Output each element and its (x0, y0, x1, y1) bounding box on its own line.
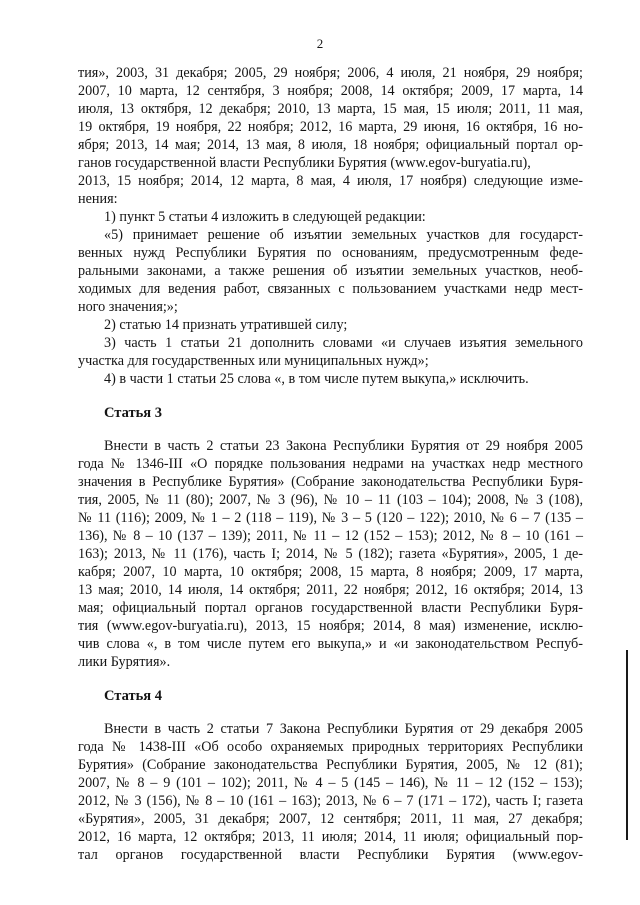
text-line: тал органов государственной власти Республики Бурятия (www.egov- (78, 847, 583, 863)
page-number: 2 (316, 36, 324, 51)
list-item: 3) часть 1 статьи 21 дополнить словами «и случаев изъятия земельного (104, 335, 583, 351)
text-line: 136), № 8 – 10 (137 – 139); 2011, № 11 – 12 (152 – 153); 2012, № 8 – 10 (161 – (78, 528, 583, 544)
text-line: тия, 2005, № 11 (80); 2007, № 3 (96), № 10 – 11 (103 – 104); 2008, № 3 (108), (78, 492, 583, 508)
text-line: ября; 2013, 14 мая; 2014, 13 мая, 8 июля, 18 ноября; официальный портал ор- (78, 137, 583, 153)
list-item: участка для государственных или муниципальных нужд»; (78, 353, 429, 369)
list-item: 1) пункт 5 статьи 4 изложить в следующей редакции: (104, 209, 426, 225)
text-line: года № 1438-III «Об особо охраняемых природных территориях Республики (78, 739, 583, 755)
scan-edge-mark (626, 650, 628, 840)
text-line: кабря; 2007, 10 марта, 10 октября; 2008, 15 марта, 8 ноября; 2009, 17 марта, (78, 564, 583, 580)
text-line: значения в Республике Бурятия» (Собрание законодательства Республики Буря- (78, 474, 583, 490)
text-line: № 11 (116); 2009, № 1 – 2 (118 – 119), № 3 – 5 (120 – 122); 2010, № 6 – 7 (135 – (78, 510, 583, 526)
quote-line: «5) принимает решение об изъятии земельных участков для государст- (104, 227, 583, 243)
quote-line: ного значения;»; (78, 299, 178, 315)
text-line: года № 1346-III «О порядке пользования недрами на участках недр местного (78, 456, 583, 472)
text-line: июля, 13 октября, 12 декабря; 2010, 13 марта, 15 мая, 15 июля; 2011, 11 мая, (78, 101, 583, 117)
text-line: нения: (78, 191, 118, 207)
text-line: чив слова «, в том числе путем его выкупа,» и «и законодательством Респуб- (78, 636, 583, 652)
text-line: 19 октября, 19 ноября, 22 ноября; 2012, 16 марта, 29 июня, 16 октября, 16 но- (78, 119, 583, 135)
article-4-heading: Статья 4 (104, 688, 162, 704)
text-line: 2007, 10 марта, 12 сентября, 3 ноября; 2008, 14 октября; 2009, 17 марта, 14 (78, 83, 583, 99)
text-line: 2013, 15 ноября; 2014, 12 марта, 8 мая, 4 июля, 17 ноября) следующие изме- (78, 173, 583, 189)
text-line: 2007, № 8 – 9 (101 – 102); 2011, № 4 – 5 (145 – 146), № 11 – 12 (152 – 153); (78, 775, 583, 791)
list-item: 4) в части 1 статьи 25 слова «, в том числе путем выкупа,» исключить. (104, 371, 529, 387)
text-line: 2012, № 3 (156), № 8 – 10 (161 – 163); 2013, № 6 – 7 (171 – 172), часть I; газета (78, 793, 583, 809)
text-line: 13 мая; 2010, 14 июля, 14 октября; 2011, 22 ноября; 2012, 16 октября; 2014, 13 (78, 582, 583, 598)
text-line: тия (www.egov-buryatia.ru), 2013, 15 ноября; 2014, 8 мая) изменение, исклю- (78, 618, 583, 634)
text-line: Внести в часть 2 статьи 7 Закона Республики Бурятия от 29 декабря 2005 (104, 721, 583, 737)
text-line: 2012, 16 марта, 12 октября; 2013, 11 июля; 2014, 11 июля; официальный пор- (78, 829, 583, 845)
text-line: Бурятия» (Собрание законодательства Республики Бурятия, 2005, № 12 (81); (78, 757, 583, 773)
quote-line: ральными законами, а также решения об изъятии земельных участков, необ- (78, 263, 583, 279)
text-line: тия», 2003, 31 декабря; 2005, 29 ноября; 2006, 4 июля, 21 ноября, 29 ноября; (78, 65, 583, 81)
quote-line: венных нужд Республики Бурятия по основаниям, предусмотренным феде- (78, 245, 583, 261)
list-item: 2) статью 14 признать утратившей силу; (104, 317, 348, 333)
article-3-heading: Статья 3 (104, 405, 162, 421)
text-line: лики Бурятия». (78, 654, 171, 670)
text-line: мая; официальный портал органов государственной власти Республики Буря- (78, 600, 583, 616)
quote-line: ходимых для ведения работ, связанных с пользованием участками недр мест- (78, 281, 583, 297)
text-line: «Бурятия», 2005, 31 декабря; 2007, 12 сентября; 2011, 11 мая, 27 декабря; (78, 811, 583, 827)
text-line: ганов государственной власти Республики Бурятия (www.egov-buryatia.ru), (78, 155, 531, 171)
text-line: Внести в часть 2 статьи 23 Закона Республики Бурятия от 29 ноября 2005 (104, 438, 583, 454)
text-line: 163); 2013, № 11 (176), часть I; 2014, № 5 (182); газета «Бурятия», 2005, 1 де- (78, 546, 583, 562)
